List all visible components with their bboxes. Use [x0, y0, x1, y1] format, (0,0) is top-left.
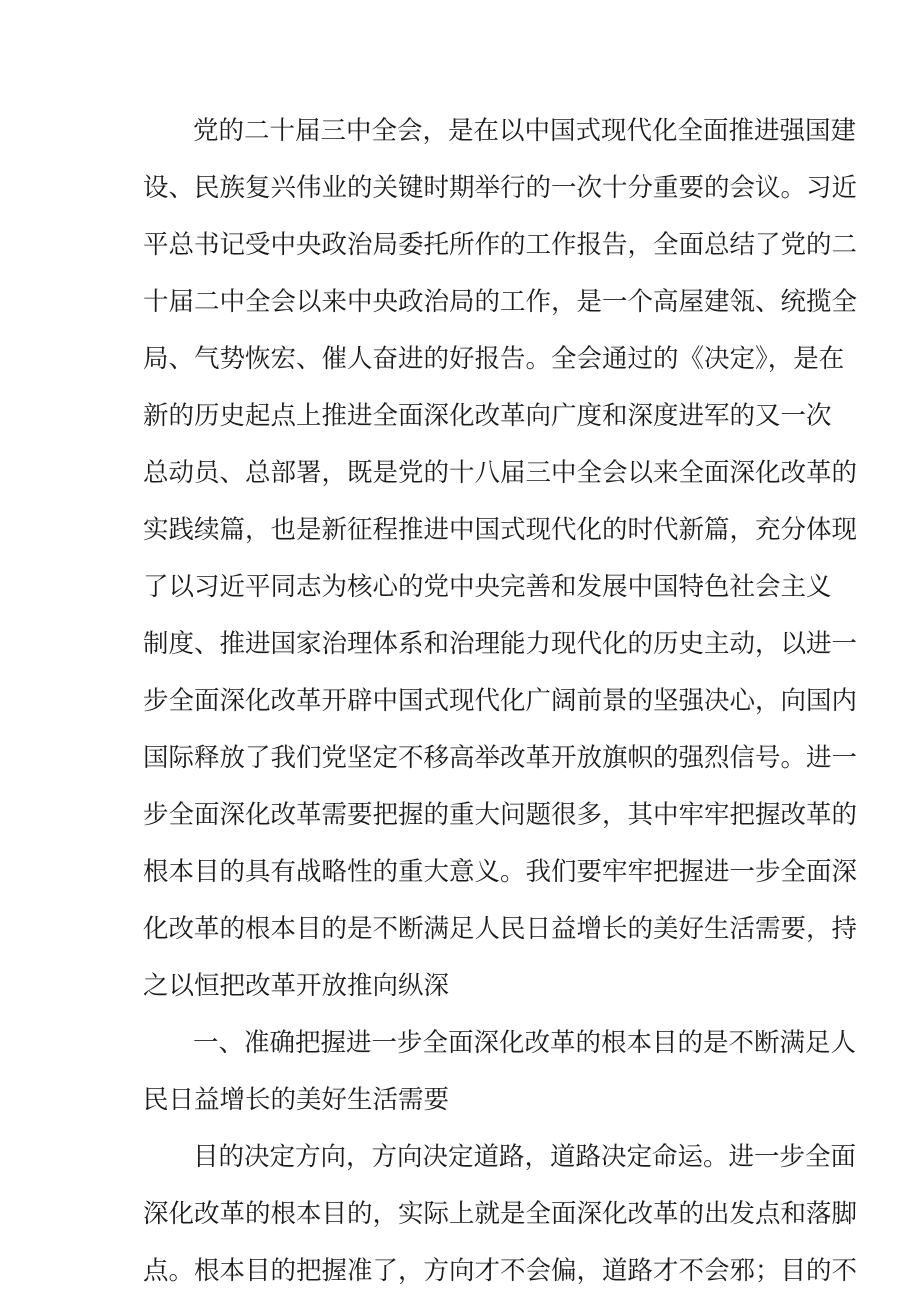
text-line: 平总书记受中央政治局委托所作的工作报告，全面总结了党的二 — [143, 230, 858, 260]
text-line: 设、民族复兴伟业的关键时期举行的一次十分重要的会议。习近 — [143, 173, 858, 203]
text-line: 国际释放了我们党坚定不移高举改革开放旗帜的强烈信号。进一 — [143, 743, 858, 773]
text-line: 化改革的根本目的是不断满足人民日益增长的美好生活需要，持 — [143, 914, 858, 944]
text-line: 实践续篇，也是新征程推进中国式现代化的时代新篇，充分体现 — [143, 515, 858, 545]
text-line: 制度、推进国家治理体系和治理能力现代化的历史主动，以进一 — [143, 629, 858, 659]
text-line: 十届二中全会以来中央政治局的工作，是一个高屋建瓴、统揽全 — [143, 287, 858, 317]
text-line: 局、气势恢宏、催人奋进的好报告。全会通过的《决定》，是在 — [143, 344, 845, 374]
section-heading: 民日益增长的美好生活需要 — [143, 1085, 450, 1115]
text-line: 了以习近平同志为核心的党中央完善和发展中国特色社会主义 — [143, 572, 832, 602]
text-line: 目的决定方向，方向决定道路，道路决定命运。进一步全面 — [193, 1142, 857, 1172]
text-line: 深化改革的根本目的，实际上就是全面深化改革的出发点和落脚 — [143, 1199, 858, 1229]
text-line: 新的历史起点上推进全面深化改革向广度和深度进军的又一次 — [143, 401, 832, 431]
text-line: 步全面深化改革需要把握的重大问题很多，其中牢牢把握改革的 — [143, 800, 858, 830]
text-line: 总动员、总部署，既是党的十八届三中全会以来全面深化改革的 — [143, 458, 858, 488]
text-line: 步全面深化改革开辟中国式现代化广阔前景的坚强决心，向国内 — [143, 686, 858, 716]
text-line: 点。根本目的把握准了，方向才不会偏，道路才不会邪；目的不 — [143, 1256, 858, 1286]
text-line: 党的二十届三中全会，是在以中国式现代化全面推进强国建 — [193, 116, 857, 146]
text-line: 之以恒把改革开放推向纵深 — [143, 971, 450, 1001]
section-heading: 一、准确把握进一步全面深化改革的根本目的是不断满足人 — [193, 1028, 857, 1058]
text-line: 根本目的具有战略性的重大意义。我们要牢牢把握进一步全面深 — [143, 857, 858, 887]
